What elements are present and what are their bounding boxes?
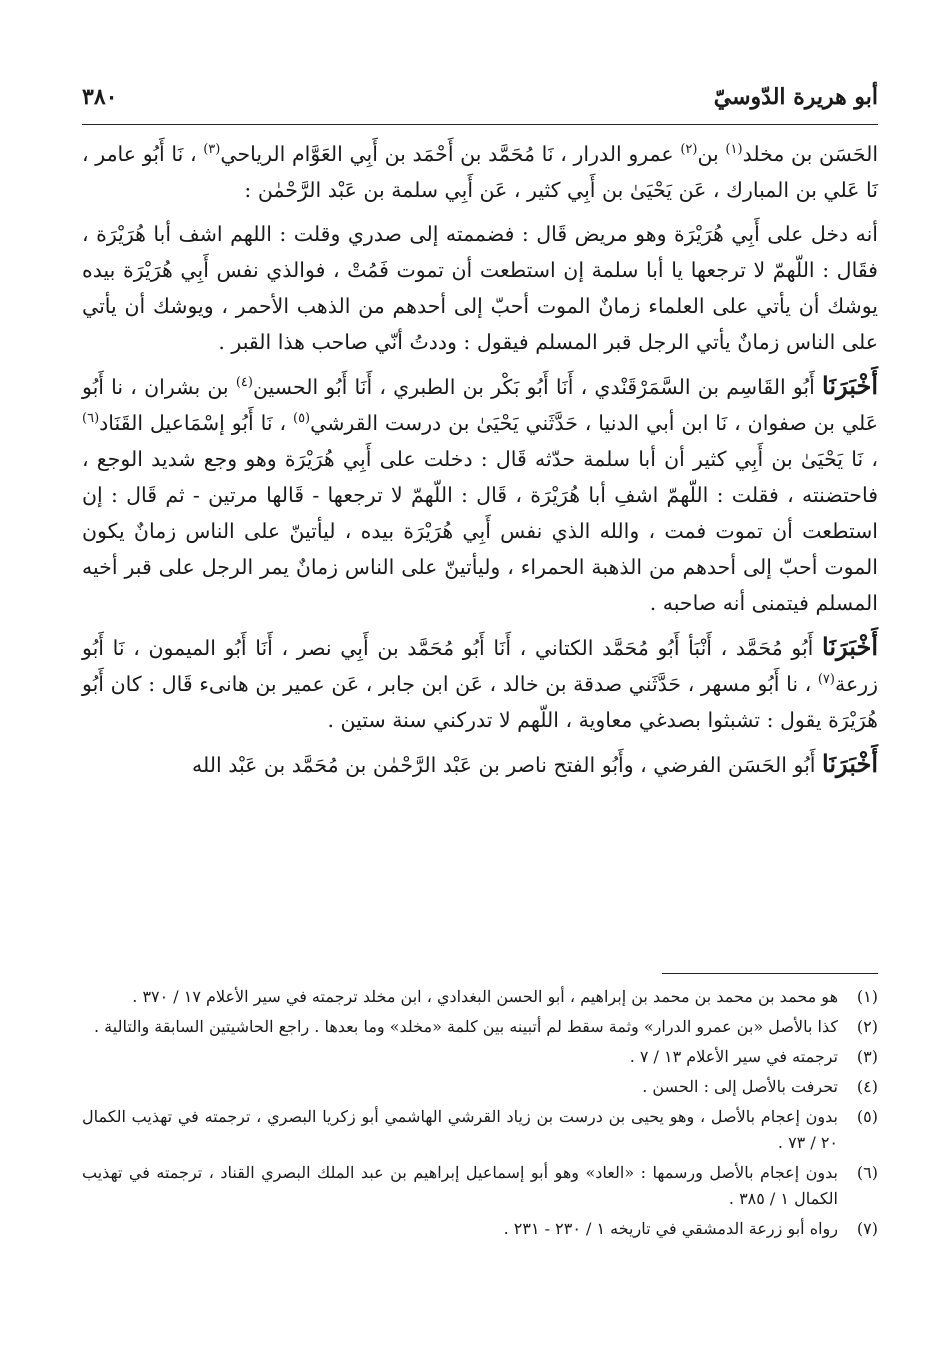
footnote-separator	[662, 973, 878, 974]
body-paragraph	[82, 746, 878, 783]
isnad-lead-word: أَخْبَرَنَا	[822, 371, 878, 400]
text-run: ، نَا أَبُو عامر ، نَا عَلي بن المبارك ، عَن يَحْيَىٰ بن أَبِي كثير ، عَن أَبِي سلمة بن عَبْد الرَّحْمٰن :	[82, 142, 878, 202]
footnote	[82, 1216, 878, 1242]
footnote-marker: (١)	[725, 142, 743, 158]
footnote-text: هو محمد بن محمد بن محمد بن إبراهيم ، أبو الحسن البغدادي ، ابن مخلد ترجمته في سير الأعلام ١٧ / ٣٧٠ .	[132, 987, 838, 1006]
text-run: أَبُو الحَسَن الفرضي ، وأَبُو الفتح ناصر بن عَبْد الرَّحْمٰن بن مُحَمَّد بن عَبْد الله	[191, 753, 823, 777]
footnote-number: (٣)	[856, 1047, 878, 1066]
footnote-marker: (٧)	[817, 672, 835, 688]
footnote-number: (٥)	[856, 1107, 878, 1126]
footnote-text: تحرفت بالأصل إلى : الحسن .	[642, 1077, 838, 1096]
footnote	[82, 1074, 878, 1100]
text-run: بن	[697, 142, 726, 166]
running-title: أبو هريرة الدّوسيّ	[713, 84, 878, 110]
footnote-text: بدون إعجام بالأصل ، وهو يحيى بن درست بن زياد القرشي الهاشمي أبو زكريا البصري ، ترجمته في تهذيب الكمال ٢٠ / ٧٣ .	[82, 1107, 838, 1152]
footnote-marker: (٤)	[235, 375, 253, 391]
footnote-number: (٤)	[856, 1077, 878, 1096]
isnad-lead-word: أَخْبَرَنَا	[822, 749, 878, 778]
footnote	[82, 1104, 878, 1156]
footnote	[82, 1044, 878, 1070]
isnad-lead-word: أَخْبَرَنَا	[822, 632, 878, 661]
footnote-text: ترجمته في سير الأعلام ١٣ / ٧ .	[629, 1047, 838, 1066]
footnote	[82, 984, 878, 1010]
body-paragraph	[82, 368, 878, 621]
text-run: بن بشران ، نا أَبُو عَلي بن صفوان ، نَا ابن أبي الدنيا ، حَدَّثَني يَحْيَىٰ بن درست القرشي	[82, 375, 878, 435]
footnote-marker: (٢)	[680, 142, 698, 158]
footnote-marker: (٦)	[82, 411, 100, 427]
body-paragraph	[82, 216, 878, 360]
text-run: أَبُو مُحَمَّد ، أَنْبَأ أَبُو مُحَمَّد الكتاني ، أَنَا أَبُو مُحَمَّد بن أَبِي نصر ، أَنَا أَبُو الميمون ، نَا أَبُو زرعة	[82, 636, 878, 696]
footnote	[82, 1014, 878, 1040]
footnote-marker: (٥)	[292, 411, 311, 427]
body-paragraph	[82, 629, 878, 738]
footnote-text: كذا بالأصل «بن عمرو الدرار» وثمة سقط لم أتبينه بين كلمة «مخلد» وما بعدها . راجع الحاشيتين السابقة والتالية .	[93, 1017, 838, 1036]
text-run: عمرو الدرار ، نَا مُحَمَّد بن أَحْمَد بن أَبِي العَوَّام الرياحي	[220, 142, 681, 166]
text-run: أَبُو القَاسِم بن السَّمَرْقَنْدي ، أَنَا أَبُو بَكْر بن الطبري ، أَنَا أَبُو الحسين	[252, 375, 823, 399]
text-run: ، نَا أَبُو إسْمَاعيل القَنَاد	[99, 411, 293, 435]
page-number: ٣٨٠	[82, 84, 118, 110]
main-text	[82, 136, 878, 791]
page-header	[82, 78, 878, 118]
footnote-marker: (٣)	[203, 142, 221, 158]
body-paragraph	[82, 136, 878, 208]
text-run: ، نا أَبُو مسهر ، حَدَّثَني صدقة بن خالد ، عَن ابن جابر ، عَن عمير بن هانىء قَال : كان أَبُو هُرَيْرَة يقول : تشبثوا بصدغي معاوية ، اللّهم لا تدركني سنة ستين .	[82, 672, 878, 732]
text-run: أنه دخل على أَبِي هُرَيْرَة وهو مريض قَال : فضممته إلى صدري وقلت : اللهم اشف أبا هُرَيْرَة ، فقَال : اللّهمّ لا ترجعها يا أبا سلمة إن استطعت أن تموت فَمُتْ ، فوالذي نفس أَبِي هُرَيْرَة بيده يوشك أن يأتي على العلماء زمانٌ الموت أحبّ إلى أحدهم من الذهب الأحمر ، ويوشك أن يأتي على الناس زمانٌ يأتي الرجل قبر المسلم فيقول : وددتُ أنّي صاحب هذا القبر .	[82, 222, 878, 354]
footnote	[82, 1160, 878, 1212]
footnote-number: (١)	[856, 987, 878, 1006]
header-rule	[82, 124, 878, 125]
footnote-text: بدون إعجام بالأصل ورسمها : «العاد» وهو أبو إسماعيل إبراهيم بن عبد الملك البصري القناد ، ترجمته في تهذيب الكمال ١ / ٣٨٥ .	[82, 1163, 838, 1208]
text-run: ، نَا يَحْيَىٰ بن أَبِي كثير أن أبا سلمة حدّثه قَال : دخلت على أَبِي هُرَيْرَة وهو وجع شديد الوجع ، فاحتضنته ، فقلت : اللّهمّ اشفِ أبا هُرَيْرَة ، قَال : اللّهمّ لا ترجعها - قَالها مرتين - ثم قَال : إن استطعت أن تموت فمت ، والله الذي نفس أَبِي هُرَيْرَة بيده ، ليأتينّ على الناس زمانٌ يكون الموت أحبّ إلى أحدهم من الذهبة الحمراء ، وليأتينّ على الناس زمانٌ يمر الرجل على قبر أخيه المسلم فيتمنى أنه صاحبه .	[82, 447, 878, 615]
footnote-number: (٢)	[856, 1017, 878, 1036]
footnote-text: رواه أبو زرعة الدمشقي في تاريخه ١ / ٢٣٠ - ٢٣١ .	[503, 1219, 838, 1238]
footnote-number: (٧)	[856, 1219, 878, 1238]
text-run: الحَسَن بن مخلد	[742, 142, 879, 166]
footnotes	[82, 984, 878, 1246]
footnote-number: (٦)	[856, 1163, 878, 1182]
